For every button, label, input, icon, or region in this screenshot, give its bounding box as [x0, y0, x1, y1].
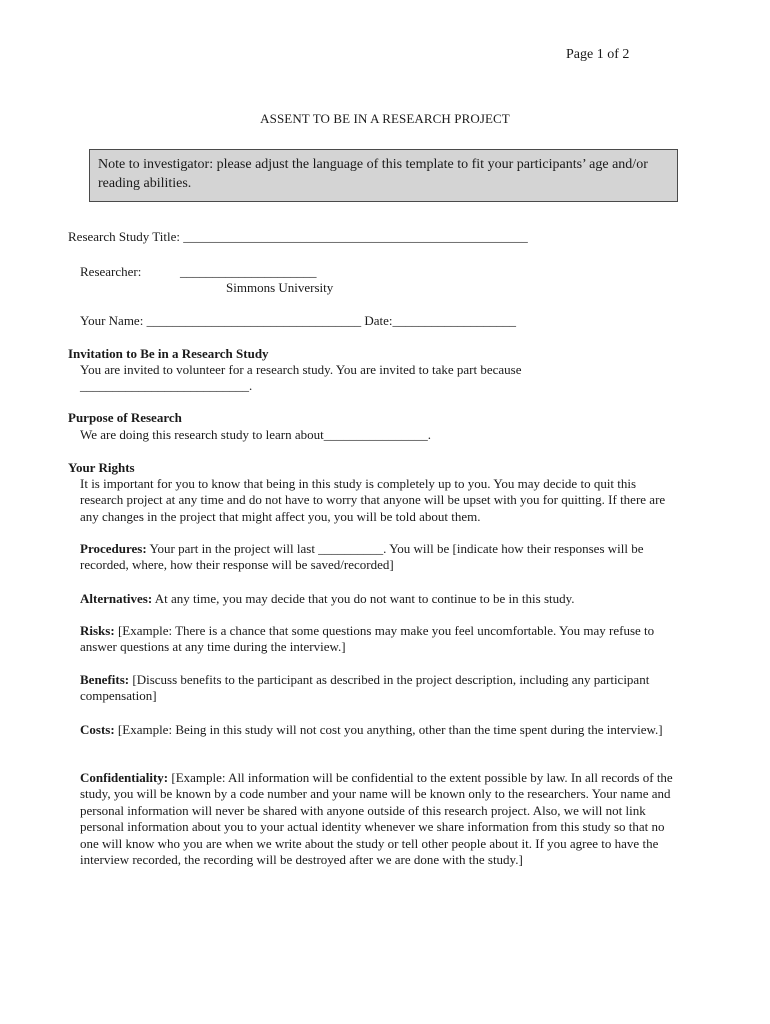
- date-label: Date:: [361, 313, 393, 328]
- costs-paragraph: [80, 722, 680, 738]
- procedures-paragraph: [80, 541, 680, 574]
- costs-label: Costs:: [80, 722, 115, 737]
- invitation-heading: Invitation to Be in a Research Study: [68, 346, 269, 361]
- benefits-label: Benefits:: [80, 672, 130, 687]
- document-title: ASSENT TO BE IN A RESEARCH PROJECT: [260, 111, 510, 126]
- alternatives-label: Alternatives:: [80, 591, 153, 606]
- purpose-text: We are doing this research study to learn about________________.: [80, 427, 431, 442]
- study-title-field: [68, 229, 528, 245]
- date-blank[interactable]: ___________________: [392, 313, 516, 328]
- rights-heading: Your Rights: [68, 460, 135, 475]
- confidentiality-label: Confidentiality:: [80, 770, 169, 785]
- institution-name: Simmons University: [226, 280, 334, 295]
- invitation-blank[interactable]: __________________________.: [80, 378, 253, 393]
- name-date-field: [80, 313, 516, 329]
- alternatives-paragraph: [80, 591, 680, 607]
- costs-text: [Example: Being in this study will not cost you anything, other than the time spent during the interview.]: [114, 722, 663, 737]
- confidentiality-text: [Example: All information will be confidential to the extent possible by law. In all records of the study, you will be known by a code number and your name will be known only to the researchers. Your name and personal information will never be shared with anyone outside of this research project. Also, we will not link personal information about you to your actual identity whenever we share information from this study so that no one will know who you are when we write about the study or tell other people about it. If you agree to have the interview recorded, the recording will be destroyed after we are done with the study.]: [80, 770, 673, 868]
- researcher-label: Researcher:: [80, 264, 142, 279]
- procedures-label: Procedures:: [80, 541, 147, 556]
- procedures-text: Your part in the project will last __________. You will be [indicate how their responses will be recorded, where, how their response will be saved/recorded]: [80, 541, 644, 573]
- name-label: Your Name:: [80, 313, 147, 328]
- risks-label: Risks:: [80, 623, 115, 638]
- name-blank[interactable]: _________________________________: [146, 313, 362, 328]
- rights-text: It is important for you to know that being in this study is completely up to you. You may decide to quit this research project at any time and do not have to worry that anyone will be upset with you for quitting. If there are any changes in the project that might affect you, you will be told about them.: [80, 476, 666, 524]
- study-title-blank[interactable]: _____________________________________________________: [183, 229, 528, 244]
- alternatives-text: At any time, you may decide that you do not want to continue to be in this study.: [152, 591, 575, 606]
- purpose-heading: Purpose of Research: [68, 410, 182, 425]
- risks-paragraph: [80, 623, 680, 656]
- researcher-blank[interactable]: _____________________: [180, 264, 317, 279]
- study-title-label: Research Study Title:: [68, 229, 184, 244]
- investigator-note-box: Note to investigator: please adjust the language of this template to fit your participants’ age and/or reading abilities.: [89, 149, 678, 202]
- risks-text: [Example: There is a chance that some questions may make you feel uncomfortable. You may refuse to answer questions at any time during the interview.]: [80, 623, 655, 655]
- invitation-text: You are invited to volunteer for a research study. You are invited to take part because: [80, 362, 522, 377]
- benefits-paragraph: [80, 672, 680, 705]
- confidentiality-paragraph: [80, 770, 680, 868]
- page-number: Page 1 of 2: [566, 47, 630, 62]
- benefits-text: [Discuss benefits to the participant as described in the project description, including any participant compensation]: [80, 672, 650, 704]
